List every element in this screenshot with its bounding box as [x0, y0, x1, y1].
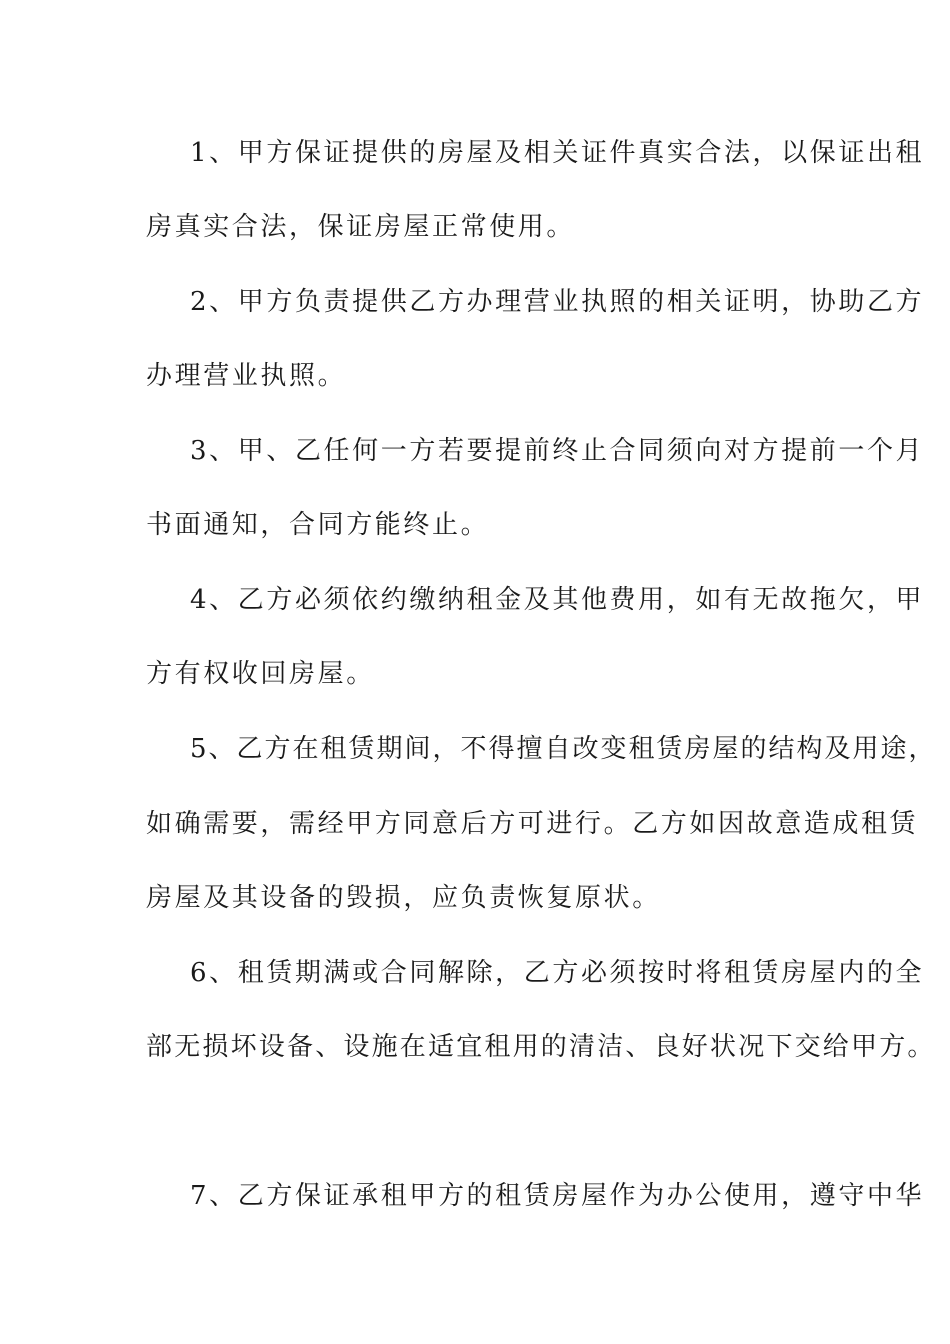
clause-2-line-2: 办理营业执照。 [146, 361, 347, 391]
clause-5-line-3: 房屋及其设备的毁损，应负责恢复原状。 [146, 883, 661, 913]
clause-3-line-2: 书面通知，合同方能终止。 [146, 510, 490, 540]
clause-5-line-1: 5、乙方在租赁期间，不得擅自改变租赁房屋的结构及用途， [190, 734, 937, 764]
clause-4-line-2: 方有权收回房屋。 [146, 659, 375, 689]
clause-6-line-2: 部无损坏设备、设施在适宜租用的清洁、良好状况下交给甲方。 [146, 1032, 936, 1062]
clause-4-line-1: 4、乙方必须依约缴纳租金及其他费用，如有无故拖欠，甲 [190, 585, 925, 615]
clause-5-line-2: 如确需要，需经甲方同意后方可进行。乙方如因故意造成租赁 [146, 809, 919, 839]
clause-6-line-1: 6、租赁期满或合同解除，乙方必须按时将租赁房屋内的全 [190, 958, 925, 988]
clause-3-line-1: 3、甲、乙任何一方若要提前终止合同须向对方提前一个月 [190, 436, 925, 466]
clause-1-line-2: 房真实合法，保证房屋正常使用。 [146, 212, 576, 242]
clause-7-line-1: 7、乙方保证承租甲方的租赁房屋作为办公使用，遵守中华 [190, 1181, 925, 1211]
clause-1-line-1: 1、甲方保证提供的房屋及相关证件真实合法，以保证出租 [190, 138, 925, 168]
clause-2-line-1: 2、甲方负责提供乙方办理营业执照的相关证明，协助乙方 [190, 287, 925, 317]
